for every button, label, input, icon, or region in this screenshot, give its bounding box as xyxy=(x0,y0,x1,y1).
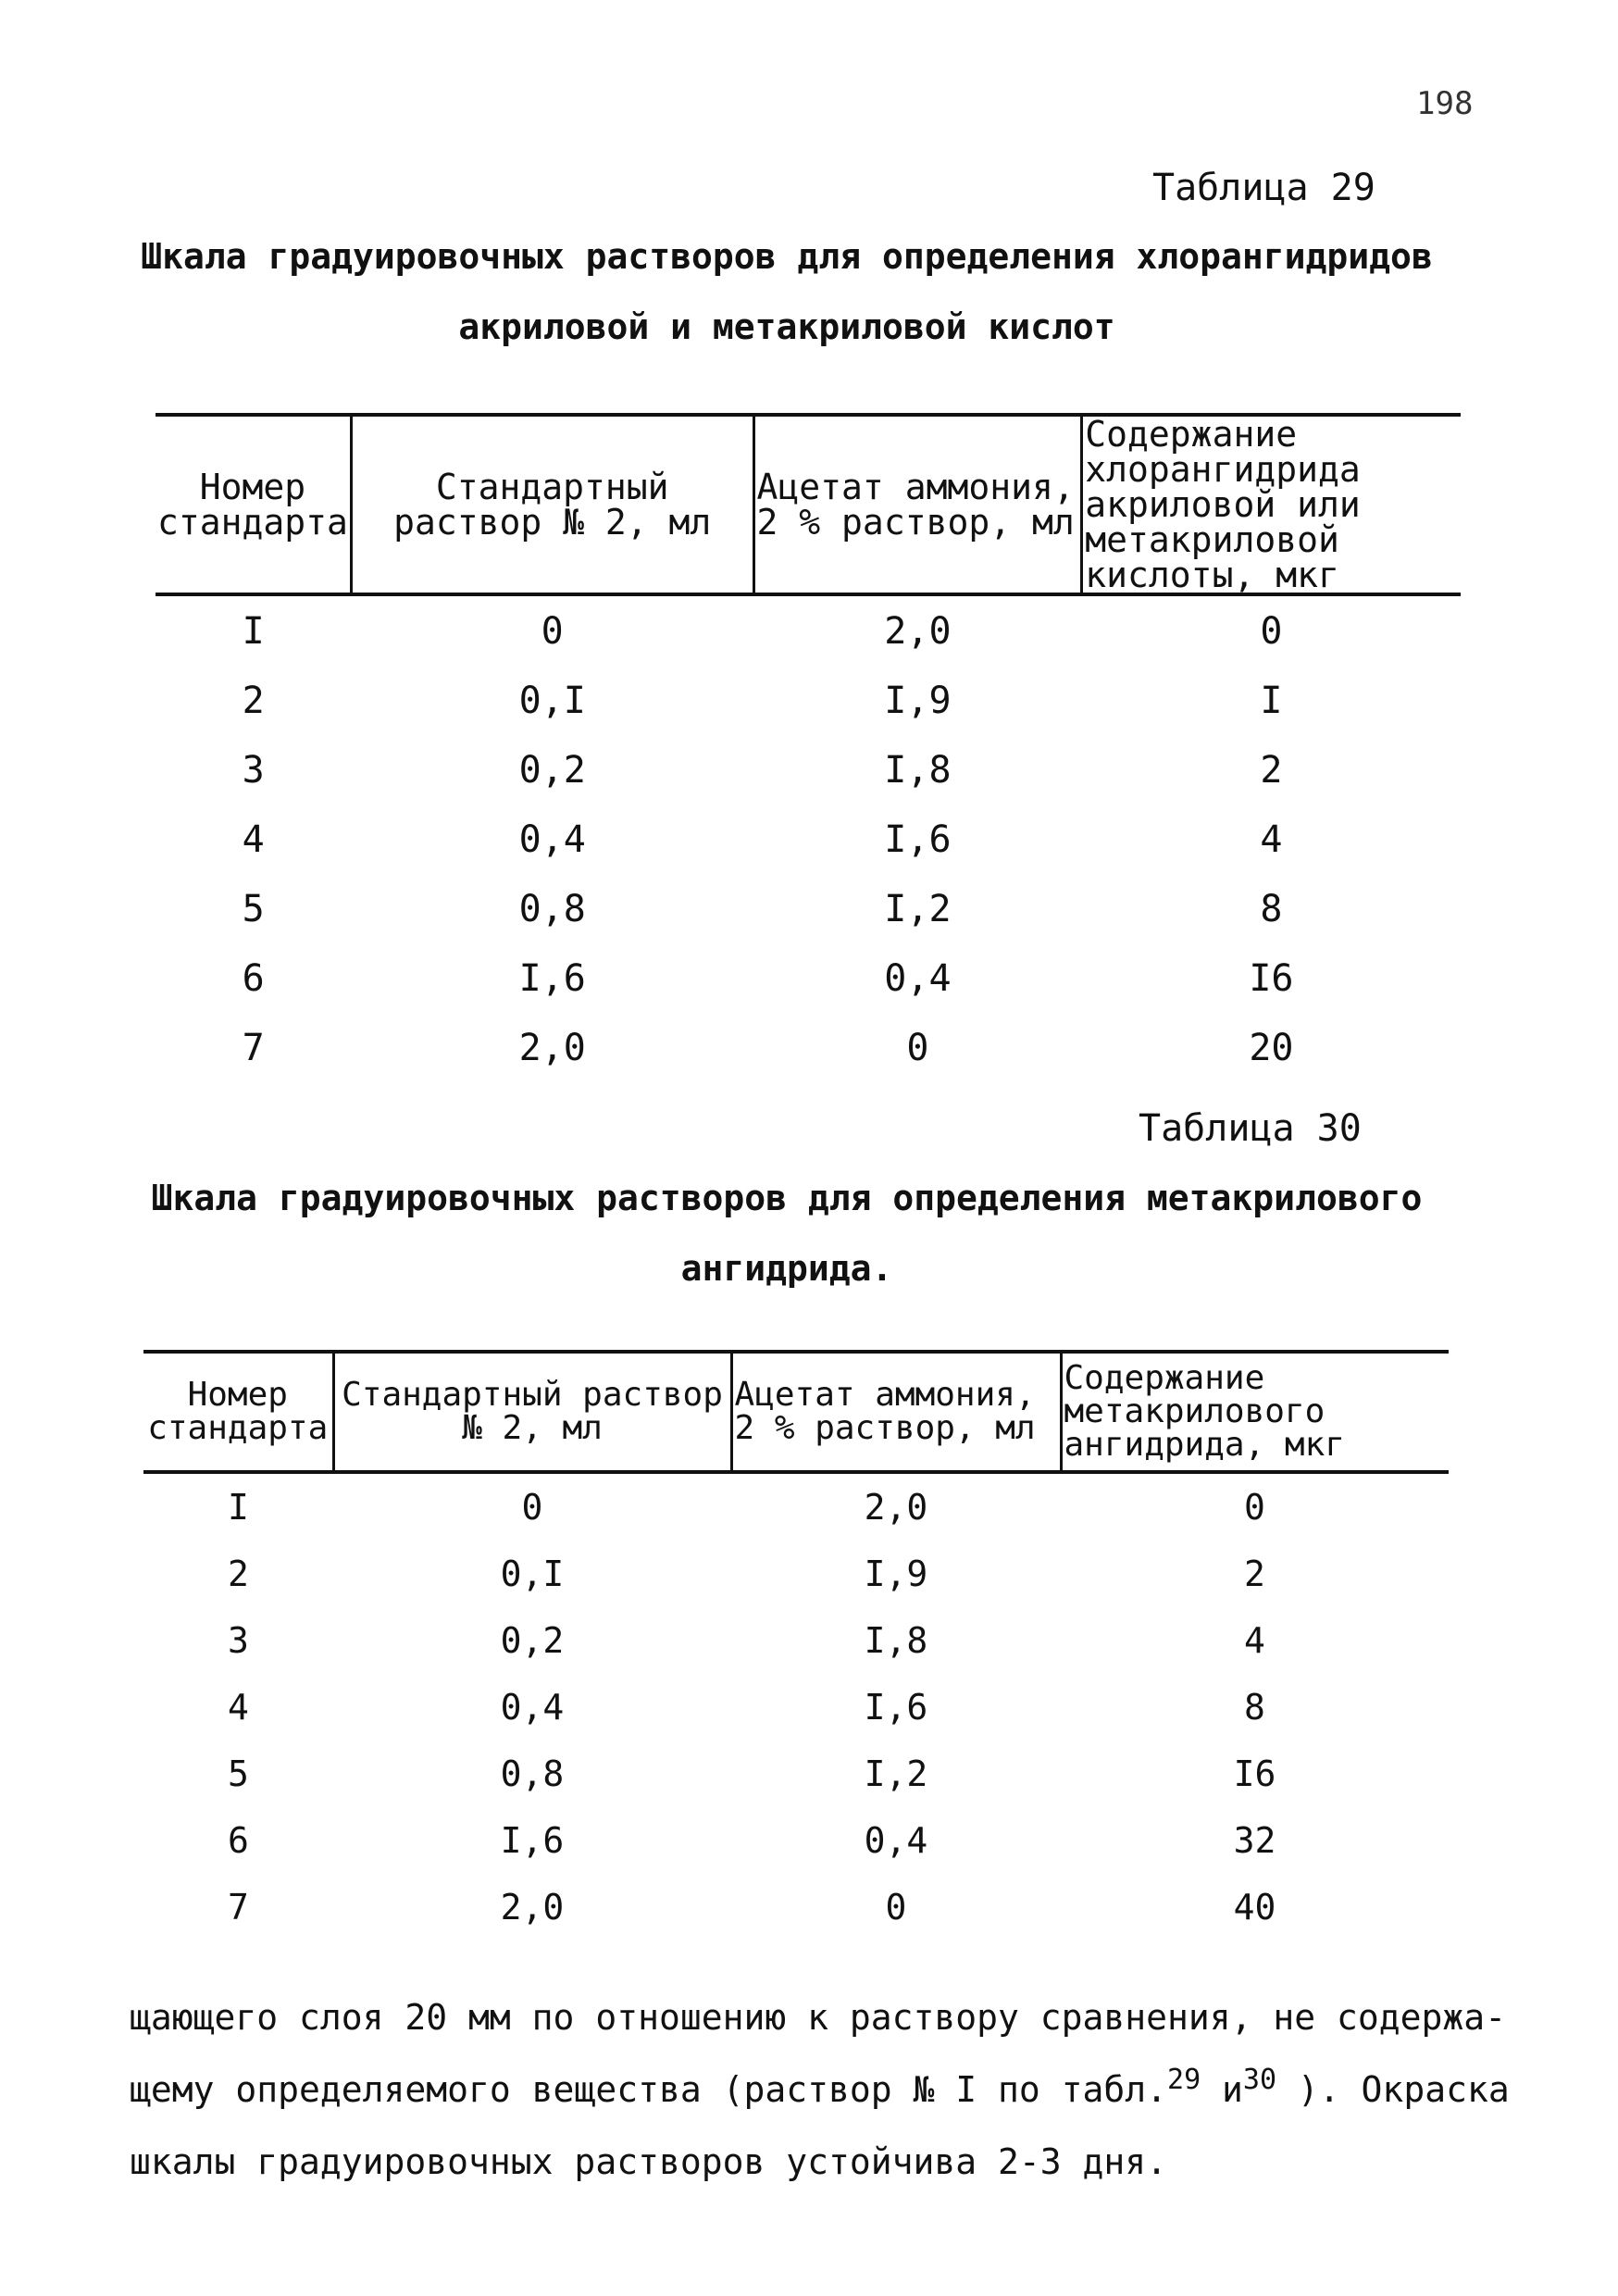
table-cell: 0 xyxy=(521,1487,543,1528)
table-cell: 20 xyxy=(1249,1026,1294,1069)
footer-line-2-end: ). Окраска xyxy=(1276,2069,1510,2110)
footer-conjunction: и xyxy=(1201,2069,1243,2110)
table-30-header-cell: Номер стандарта xyxy=(143,1352,333,1472)
table-reference-30: 30 xyxy=(1242,2064,1277,2096)
table-cell: 0,2 xyxy=(500,1620,565,1661)
table-cell: 0,4 xyxy=(518,817,586,861)
table-row xyxy=(156,943,1461,1013)
table-row xyxy=(143,1874,1449,1940)
table-row xyxy=(156,1013,1461,1082)
table-cell: 2 xyxy=(1260,748,1283,792)
table-cell: I,6 xyxy=(518,956,586,1000)
table-cell: 0 xyxy=(1260,609,1283,653)
table-cell: 6 xyxy=(228,1820,249,1861)
table-29 xyxy=(156,413,1461,1082)
table-cell: 2 xyxy=(228,1554,249,1594)
table-cell: 2,0 xyxy=(518,1026,586,1069)
table-30-caption-line-2: ангидрида. xyxy=(680,1248,893,1289)
table-row xyxy=(156,874,1461,943)
table-cell: 0 xyxy=(885,1887,907,1928)
table-cell: I xyxy=(228,1487,249,1528)
table-30 xyxy=(143,1350,1449,1940)
table-cell: 3 xyxy=(228,1620,249,1661)
table-30-header-row xyxy=(143,1352,1449,1472)
table-cell: 6 xyxy=(242,956,265,1000)
table-row xyxy=(156,594,1461,666)
table-cell: I xyxy=(1260,679,1283,722)
table-cell: 0,4 xyxy=(500,1687,565,1728)
table-cell: I,9 xyxy=(884,679,952,722)
table-cell: 0,I xyxy=(518,679,586,722)
table-30-label: Таблица 30 xyxy=(1139,1107,1362,1150)
table-cell: 0 xyxy=(906,1026,929,1069)
table-cell: 2 xyxy=(242,679,265,722)
table-cell: 0 xyxy=(541,609,564,653)
table-row xyxy=(143,1741,1449,1807)
table-cell: I,6 xyxy=(500,1820,565,1861)
table-row xyxy=(143,1674,1449,1741)
table-30-caption-line-1: Шкала градуировочных растворов для определения метакрилового xyxy=(151,1178,1423,1218)
table-29-caption-line-2: акриловой и метакриловой кислот xyxy=(458,306,1115,347)
footer-line-3: шкалы градуировочных растворов устойчива 2-3 дня. xyxy=(130,2141,1168,2182)
page-number: 198 xyxy=(1416,85,1474,122)
footer-line-2 xyxy=(130,2053,1510,2126)
table-cell: 0 xyxy=(1244,1487,1265,1528)
table-cell: 4 xyxy=(242,817,265,861)
table-cell: 0,8 xyxy=(500,1753,565,1794)
table-cell: 0,2 xyxy=(518,748,586,792)
table-cell: 40 xyxy=(1233,1887,1276,1928)
table-29-header-cell: Ацетат аммония, 2 % раствор, мл xyxy=(753,415,1082,594)
table-cell: 8 xyxy=(1244,1687,1265,1728)
table-row xyxy=(156,666,1461,735)
table-cell: 8 xyxy=(1260,887,1283,930)
table-cell: I,2 xyxy=(864,1753,928,1794)
footer-paragraph xyxy=(130,1981,1510,2198)
table-29-caption xyxy=(139,236,1435,347)
table-cell: I,8 xyxy=(884,748,952,792)
table-cell: 5 xyxy=(242,887,265,930)
table-cell: 5 xyxy=(228,1753,249,1794)
table-29-label: Таблица 29 xyxy=(1152,167,1375,209)
table-30-header-cell: Содержание метакрилового ангидрида, мкг xyxy=(1061,1352,1449,1472)
table-30-header-cell: Ацетат аммония, 2 % раствор, мл xyxy=(731,1352,1061,1472)
table-29-caption-line-1: Шкала градуировочных растворов для определения хлорангидридов xyxy=(141,236,1433,277)
table-row xyxy=(143,1472,1449,1541)
table-cell: I,8 xyxy=(864,1620,928,1661)
table-cell: 32 xyxy=(1233,1820,1276,1861)
table-row xyxy=(143,1541,1449,1607)
table-29-header-cell: Номер стандарта xyxy=(156,415,351,594)
table-29-header-row xyxy=(156,415,1461,594)
table-reference-29: 29 xyxy=(1167,2064,1201,2096)
table-cell: I6 xyxy=(1233,1753,1276,1794)
table-cell: 0,4 xyxy=(864,1820,928,1861)
table-cell: 4 xyxy=(1260,817,1283,861)
table-cell: 2,0 xyxy=(500,1887,565,1928)
table-cell: I6 xyxy=(1249,956,1294,1000)
table-row xyxy=(156,805,1461,874)
table-row xyxy=(156,735,1461,805)
table-cell: 2,0 xyxy=(864,1487,928,1528)
table-cell: 7 xyxy=(228,1887,249,1928)
table-30-header-cell: Стандартный раствор № 2, мл xyxy=(333,1352,731,1472)
table-cell: 2 xyxy=(1244,1554,1265,1594)
table-29-header-cell: Содержание хлорангидрида акриловой или метакриловой кислоты, мкг xyxy=(1082,415,1461,594)
table-cell: 3 xyxy=(242,748,265,792)
table-cell: 7 xyxy=(242,1026,265,1069)
table-cell: I,2 xyxy=(884,887,952,930)
table-cell: 4 xyxy=(1244,1620,1265,1661)
table-cell: I xyxy=(242,609,265,653)
table-row xyxy=(143,1607,1449,1674)
footer-line-1: щающего слоя 20 мм по отношению к раствору сравнения, не содержа- xyxy=(130,1997,1507,2038)
table-cell: 0,8 xyxy=(518,887,586,930)
footer-line-2-text: щему определяемого вещества (раствор № I по табл. xyxy=(130,2069,1168,2110)
table-cell: I,6 xyxy=(864,1687,928,1728)
table-cell: 2,0 xyxy=(884,609,952,653)
table-29-header-cell: Стандартный раствор № 2, мл xyxy=(351,415,753,594)
table-row xyxy=(143,1807,1449,1874)
table-cell: 4 xyxy=(228,1687,249,1728)
table-cell: 0,I xyxy=(500,1554,565,1594)
table-cell: 0,4 xyxy=(884,956,952,1000)
table-cell: I,6 xyxy=(884,817,952,861)
table-30-caption xyxy=(139,1178,1435,1289)
table-cell: I,9 xyxy=(864,1554,928,1594)
